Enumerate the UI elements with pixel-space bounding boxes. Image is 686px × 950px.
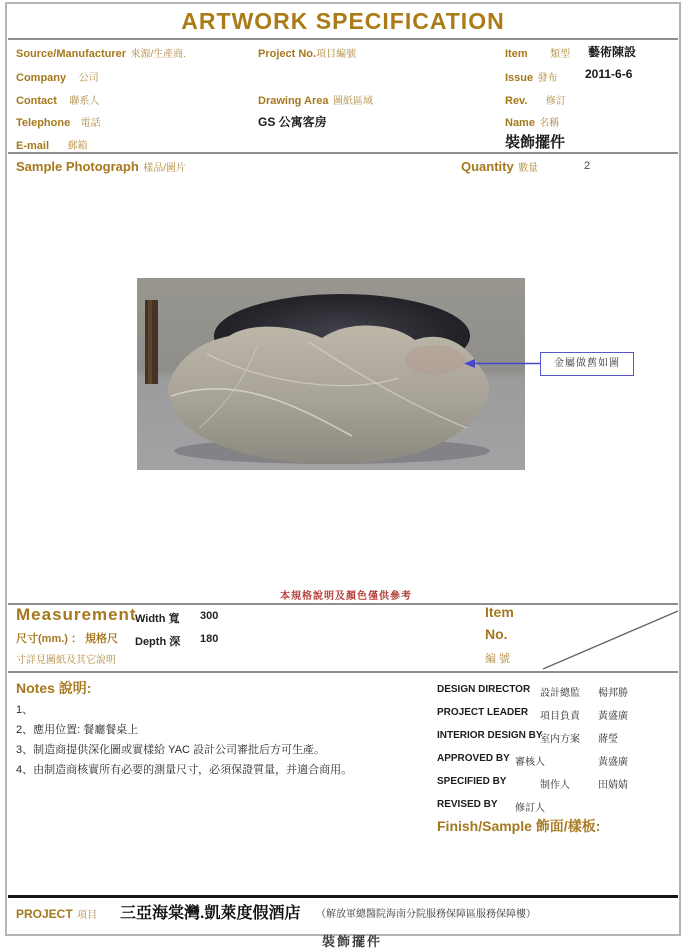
- field-label-en: Rev.: [505, 95, 528, 107]
- field-item: [505, 44, 570, 62]
- width-label: Width 寬: [135, 613, 180, 625]
- field-label-cn: 修訂: [545, 96, 566, 107]
- note-item: 2、應用位置: 餐廳餐桌上: [16, 724, 139, 736]
- project-hotel-note: （解放軍總醫院海南分院服務保障區服務保障樓）: [316, 909, 536, 920]
- field-label-cn: 電話: [80, 118, 101, 129]
- signoff-name: 黃盛廣: [598, 757, 628, 768]
- field-label-cn: 郵箱: [67, 141, 88, 152]
- field-drawing-area: [258, 91, 373, 109]
- divider-under-info: [8, 152, 678, 154]
- signoff-row-project-leader: [437, 707, 679, 725]
- field-label-en: Drawing Area: [258, 95, 329, 107]
- field-project-no: [258, 44, 356, 62]
- item-no-line2: No.: [485, 626, 508, 642]
- width-value: 300: [200, 610, 219, 622]
- field-label-cn: 公司: [78, 73, 99, 84]
- field-label-en: Sample Photograph: [16, 159, 139, 174]
- field-label-en: E-mail: [16, 140, 50, 152]
- signoff-role-cn: 室内方案: [540, 734, 580, 745]
- signoff-name: 田婧婧: [598, 780, 628, 791]
- divider-below-measurement: [8, 671, 678, 673]
- quantity-label: [461, 158, 538, 176]
- field-label-en: Item: [505, 48, 528, 60]
- signoff-name: 蔣瑩: [598, 734, 618, 745]
- field-label-cn: 名稱: [539, 118, 560, 129]
- diagonal-line: [540, 608, 680, 672]
- field-label-en: Telephone: [16, 117, 71, 129]
- signoff-role-cn: 設計總監: [540, 688, 580, 699]
- item-value: 藝術陳設: [588, 45, 637, 59]
- signoff-row-interior-design: [437, 730, 679, 748]
- divider-under-title: [8, 38, 678, 40]
- finish-sample-label: Finish/Sample 飾面/樣板:: [437, 818, 601, 834]
- project-hotel-name: 三亞海棠灣.凱萊度假酒店: [120, 905, 301, 922]
- signoff-role-cn: 制作人: [540, 780, 570, 791]
- signoff-row-approved-by: [437, 753, 679, 771]
- field-label-en: Issue: [505, 72, 534, 84]
- measurement-cn-line2: 寸詳見圖紙及其它說明: [16, 655, 116, 666]
- field-label-cn: 項目編號: [316, 49, 357, 60]
- field-label-cn: 圖紙區域: [332, 96, 373, 107]
- depth-value: 180: [200, 633, 219, 645]
- project-label-en: PROJECT: [16, 907, 73, 921]
- project-label: [16, 905, 97, 923]
- signoff-role-cn: 修訂人: [515, 803, 545, 814]
- empty-cell-slash: [540, 608, 680, 672]
- sample-photograph-label: [16, 158, 186, 176]
- signoff-name: 楊邦勝: [598, 688, 628, 699]
- note-item: 4、由制造商核實所有必要的測量尺寸，必須保證質量，并適合商用。: [16, 764, 353, 776]
- page-title: ARTWORK SPECIFICATION: [181, 8, 505, 34]
- note-item: 1、: [16, 704, 34, 716]
- arrow-left-icon: [464, 356, 540, 371]
- field-label-cn: 發布: [537, 73, 558, 84]
- field-label-en: Contact: [16, 95, 57, 107]
- field-label-cn: 樣品/圖片: [143, 163, 187, 174]
- quantity-value: 2: [584, 160, 591, 172]
- notes-title: Notes 說明:: [16, 680, 92, 696]
- field-label-en: Source/Manufacturer: [16, 48, 127, 60]
- signoff-role-en: PROJECT LEADER: [437, 707, 529, 718]
- field-label-en: Quantity: [461, 159, 514, 174]
- item-no-line3: 編 號: [485, 653, 511, 665]
- project-label-cn: 項目: [77, 910, 98, 921]
- item-no-line1: Item: [485, 604, 514, 620]
- signoff-role-en: APPROVED BY: [437, 753, 510, 764]
- measurement-cn-line1: 尺寸(mm.) ： 規格尺: [16, 633, 119, 645]
- signoff-row-design-director: [437, 684, 679, 702]
- field-label-cn: 類型: [550, 49, 571, 60]
- field-label-en: Company: [16, 72, 67, 84]
- signoff-role-en: REVISED BY: [437, 799, 498, 810]
- field-rev: [505, 91, 566, 109]
- signoff-role-en: DESIGN DIRECTOR: [437, 684, 531, 695]
- field-telephone: [16, 113, 101, 131]
- sample-photo: [137, 278, 525, 470]
- signoff-name: 黃盛廣: [598, 711, 628, 722]
- annotation-arrow: [464, 356, 540, 371]
- measurement-title: Measurement: [16, 605, 137, 624]
- field-contact: [16, 91, 99, 109]
- drawing-area-value: GS 公寓客房: [258, 115, 327, 129]
- field-label-cn: 聯系人: [69, 96, 100, 107]
- signoff-role-cn: 項目負責: [540, 711, 580, 722]
- field-label-cn: 來源/生產商.: [130, 49, 187, 60]
- field-name: [505, 113, 559, 131]
- field-label-cn: 數量: [518, 163, 539, 174]
- depth-label: Depth 深: [135, 636, 181, 648]
- signoff-row-specified-by: [437, 776, 679, 794]
- field-label-en: Project No.: [258, 48, 317, 60]
- signoff-role-en: INTERIOR DESIGN BY: [437, 730, 543, 741]
- signoff-role-en: SPECIFIED BY: [437, 776, 507, 787]
- field-source-manufacturer: [16, 44, 186, 62]
- reference-notice: 本規格說明及顏色僅供參考: [280, 591, 412, 602]
- signoff-row-revised-by: [437, 799, 679, 817]
- divider-above-footer: [8, 895, 678, 898]
- field-issue: [505, 68, 558, 86]
- stone-bowl-photo-illustration: [137, 278, 525, 470]
- name-value: 裝飾擺件: [505, 134, 566, 151]
- field-label-en: Name: [505, 117, 535, 129]
- annotation-label: 金屬做舊如圖: [540, 352, 634, 376]
- signoff-role-cn: 審核人: [515, 757, 545, 768]
- issue-value: 2011-6-6: [585, 67, 633, 81]
- note-item: 3、制造商提供深化圖或實樣給 YAC 設計公司審批后方可生產。: [16, 744, 326, 756]
- field-company: [16, 68, 99, 86]
- cutoff-text: 裝飾擺件: [322, 934, 383, 949]
